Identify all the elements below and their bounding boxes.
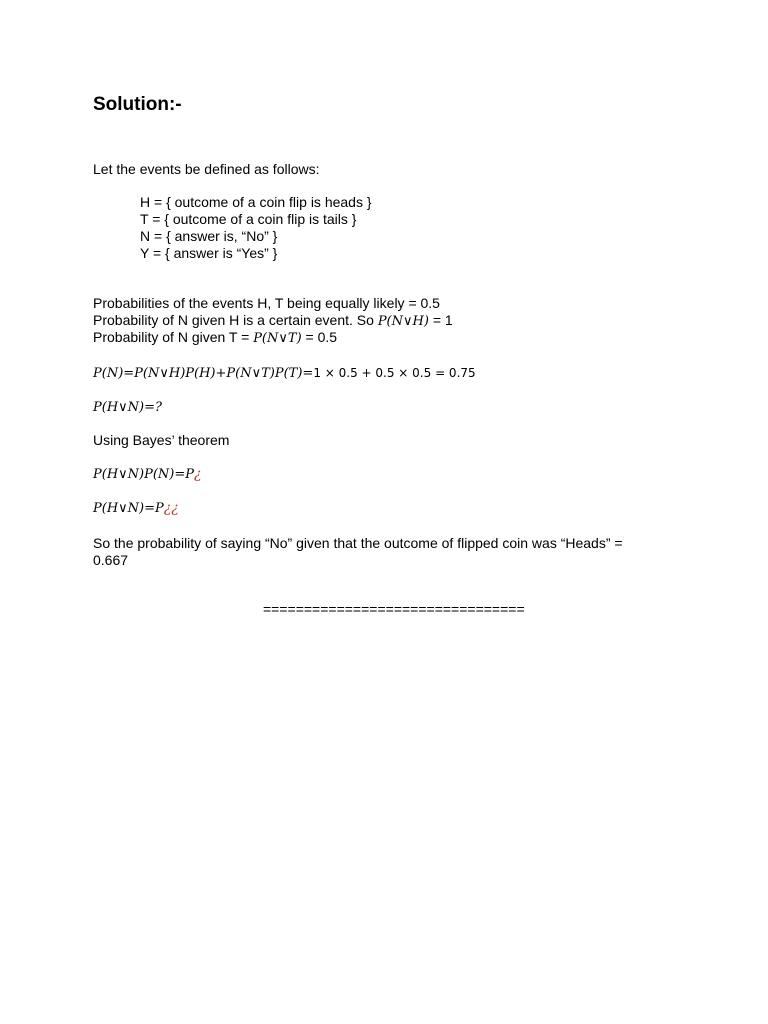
total-probability-math: P(N)=P(N∨H)P(H)+P(N∨T)P(T)= [93, 366, 314, 381]
solution-heading: Solution:- [93, 94, 182, 115]
total-probability-numbers: 1 × 0.5 + 0.5 × 0.5 = 0.75 [313, 366, 476, 380]
definition-y: Y = { answer is “Yes” } [140, 245, 278, 261]
probability-line-n-given-h [93, 312, 453, 330]
total-probability-equation [93, 364, 476, 382]
n-given-t-math: P(N∨T) [253, 331, 302, 346]
n-given-h-text: Probability of N given H is a certain event. So [93, 312, 378, 328]
n-given-t-value: = 0.5 [301, 329, 338, 345]
conclusion-line-1: So the probability of saying “No” given that the outcome of flipped coin was “Heads” = [93, 535, 623, 551]
probability-line-equal: Probabilities of the events H, T being equally likely = 0.5 [93, 295, 440, 311]
bayes-equation-2 [93, 499, 179, 517]
conclusion-line-2: 0.667 [93, 552, 129, 568]
bayes-label: Using Bayes’ theorem [93, 432, 230, 448]
n-given-h-value: = 1 [428, 312, 453, 328]
probability-line-n-given-t [93, 329, 337, 347]
n-given-h-math: P(N∨H) [377, 314, 429, 329]
bayes-equation-1 [93, 465, 202, 483]
definition-h: H = { outcome of a coin flip is heads } [140, 194, 372, 210]
n-given-t-text: Probability of N given T = [93, 329, 254, 345]
bayes-equation-2-math: P(H∨N)=P [93, 501, 164, 516]
bayes-equation-2-garbled: ¿¿ [163, 500, 179, 516]
bayes-equation-1-math: P(H∨N)P(N)=P [93, 467, 195, 482]
definition-t: T = { outcome of a coin flip is tails } [140, 211, 357, 227]
bayes-equation-1-garbled: ¿ [194, 466, 202, 482]
definition-n: N = { answer is, “No” } [140, 228, 278, 244]
question-equation [93, 398, 162, 416]
intro-text: Let the events be defined as follows: [93, 161, 320, 177]
question-math: P(H∨N)=? [93, 400, 162, 415]
separator-line: ================================ [263, 601, 525, 617]
